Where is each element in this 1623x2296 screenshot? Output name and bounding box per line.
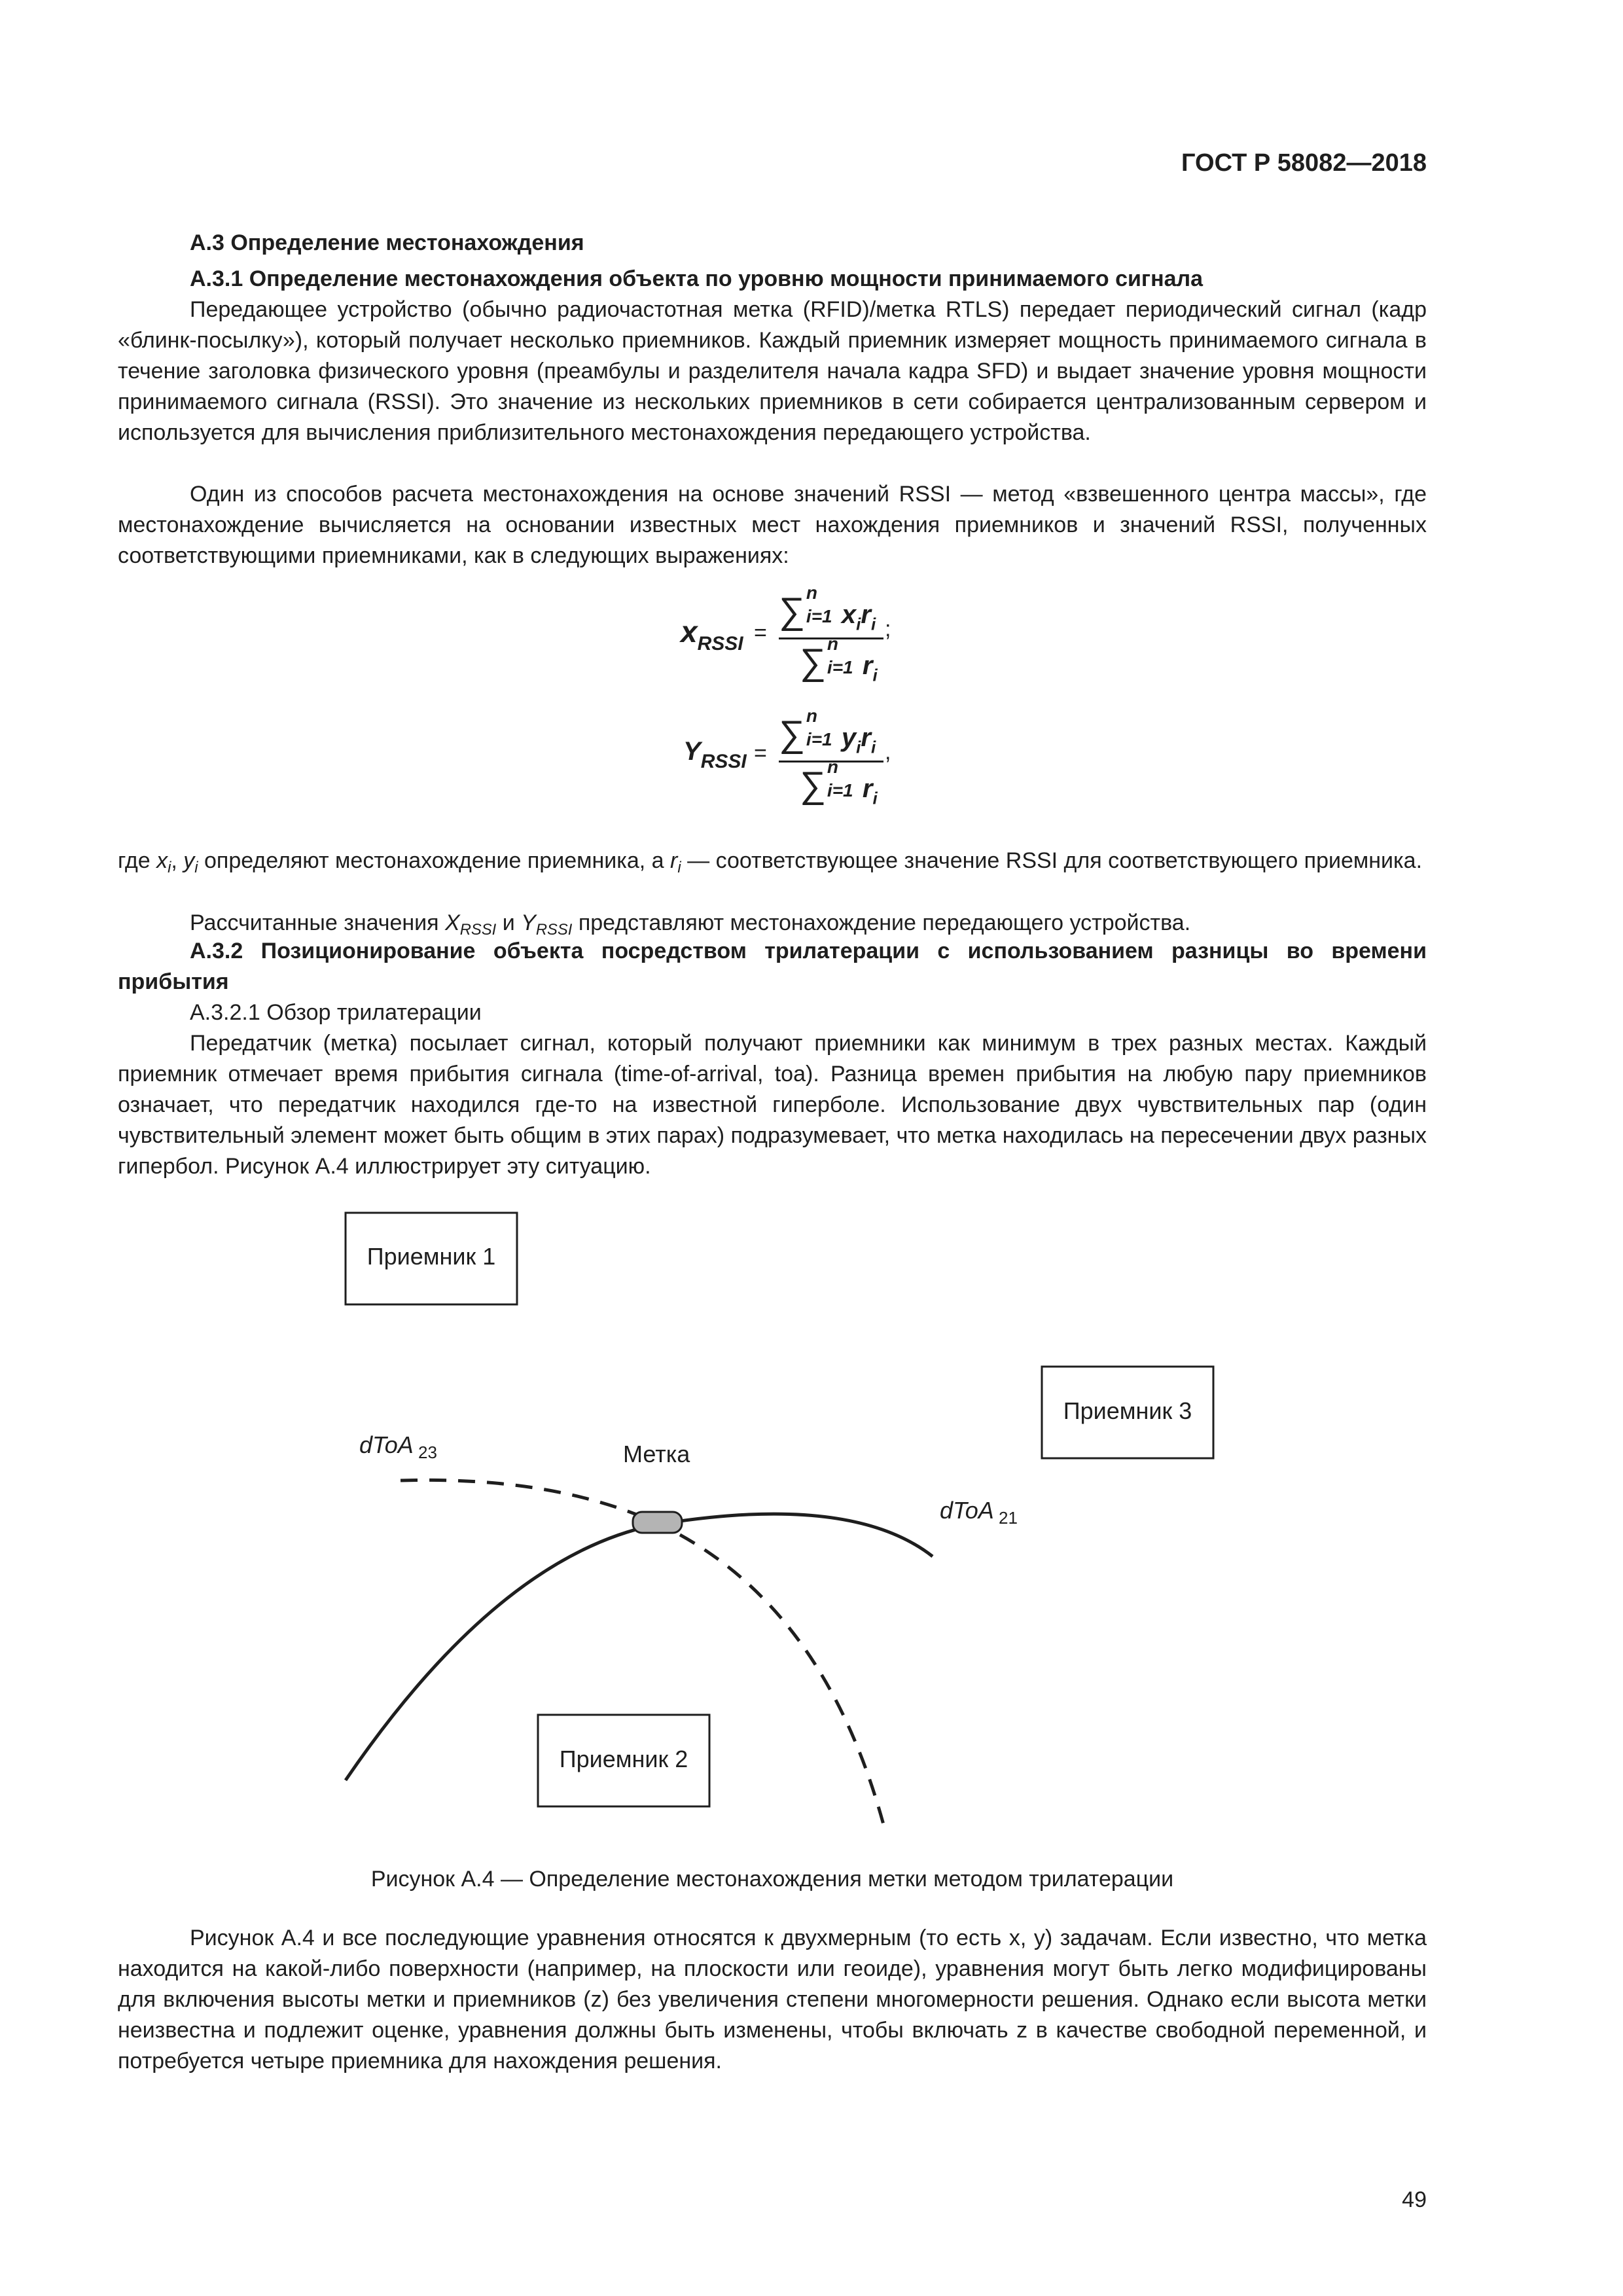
formula-y-den-lower: i=1: [827, 780, 853, 800]
tag-label: Метка: [623, 1441, 690, 1467]
figure-caption: Рисунок А.4 — Определение местонахождения метки методом трилатерации: [370, 1867, 1174, 1892]
document-header-standard-id: ГОСТ Р 58082—2018: [1181, 149, 1427, 177]
dtoa21-sub: 21: [999, 1508, 1018, 1528]
computed-y: Y: [521, 910, 536, 935]
formula-x-num-var: x: [841, 600, 857, 629]
where-y: y: [183, 848, 195, 873]
formula-y-sep: ,: [885, 740, 891, 764]
formula-y-den-sum: ∑: [800, 764, 826, 805]
page-number: 49: [1402, 2187, 1427, 2212]
computed-suffix: представляют местонахождение передающего устройства.: [572, 910, 1191, 935]
where-prefix: где: [118, 848, 157, 873]
formula-y-num-r-sub: i: [870, 737, 876, 757]
where-comma: ,: [171, 848, 184, 873]
section-a321-paragraph: Передатчик (метка) посылает сигнал, который получают приемники как минимум в трех разных местах. Каждый приемник отмечает время прибытия сигнала (time-of-arrival, toa). Разница времен прибытия на любую пару приемников означает, что передатчик находился где-то на известной гиперболе. Использование двух чувствительных пар (один чувствительный элемент может быть общим в этих парах) подразумевает, что метка находилась на пересечении двух разных гипербол. Рисунок А.4 иллюстрирует эту ситуацию.: [118, 1031, 1427, 1179]
section-a321-heading: А.3.2.1 Обзор трилатерации: [190, 1000, 482, 1025]
dtoa23-label: dToA: [359, 1431, 414, 1458]
formula-x-den-r: r: [862, 651, 873, 680]
section-a31-heading: А.3.1 Определение местонахождения объекта по уровню мощности принимаемого сигнала: [190, 266, 1204, 291]
where-suffix: — соответствующее значение RSSI для соответствующего приемника.: [681, 848, 1423, 873]
where-r-sub: i: [677, 859, 681, 877]
formula-x-num-r-sub: i: [870, 614, 876, 634]
formula-y-equals: =: [754, 741, 767, 766]
formula-x-equals: =: [754, 620, 767, 645]
computed-and: и: [496, 910, 522, 935]
formula-y-lhs: Y: [683, 737, 701, 766]
formula-y-den-upper: n: [827, 757, 839, 777]
receiver-3-label: Приемник 3: [1063, 1397, 1192, 1424]
receiver-2-label: Приемник 2: [559, 1746, 688, 1772]
formula-y-num-r: r: [861, 723, 871, 752]
formula-y-num-sum: ∑: [779, 713, 805, 754]
where-r: r: [670, 848, 678, 873]
formula-y-num-var: y: [841, 723, 857, 752]
dtoa23-sub: 23: [418, 1443, 437, 1462]
formula-x-num-var-sub: i: [856, 614, 861, 634]
where-y-sub: i: [194, 859, 198, 877]
computed-prefix: Рассчитанные значения: [190, 910, 446, 935]
where-x: x: [156, 848, 168, 873]
formula-y-num-lower: i=1: [806, 729, 832, 749]
section-a3-heading: А.3 Определение местонахождения: [190, 230, 584, 255]
receiver-1-label: Приемник 1: [366, 1243, 496, 1270]
formula-x-num-sum: ∑: [779, 590, 805, 631]
formula-y-den-r: r: [862, 774, 873, 803]
formula-x-lhs-sub: RSSI: [697, 633, 743, 655]
where-mid: определяют местонахождение приемника, а: [198, 848, 671, 873]
formula-y-lhs-sub: RSSI: [700, 751, 747, 772]
formula-x-den-upper: n: [827, 634, 839, 654]
formula-x-den-lower: i=1: [827, 657, 853, 677]
formula-y-den-r-sub: i: [872, 788, 878, 808]
formula-x-sep: ;: [885, 617, 891, 641]
section-a32-heading: А.3.2 Позиционирование объекта посредством трилатерации с использованием разницы во времени прибытия: [118, 939, 1427, 994]
formula-x-den-sum: ∑: [800, 641, 826, 682]
hyperbola-dtoa21: [346, 1514, 933, 1780]
formula-x-den-r-sub: i: [872, 665, 878, 685]
formula-y-num-var-sub: i: [856, 737, 861, 757]
formula-y-num-upper: n: [806, 706, 818, 726]
computed-x: X: [445, 910, 460, 935]
where-x-sub: i: [168, 859, 171, 877]
formula-x-num-r: r: [861, 600, 871, 629]
formula-x-num-lower: i=1: [806, 606, 832, 626]
dtoa21-label: dToA: [940, 1497, 994, 1524]
computed-x-sub: RSSI: [459, 921, 497, 939]
formula-x-num-upper: n: [806, 583, 818, 603]
tag-marker: [633, 1512, 682, 1533]
computed-y-sub: RSSI: [535, 921, 573, 939]
section-a31-paragraph-2: Один из способов расчета местонахождения на основе значений RSSI — метод «взвешенного центра массы», где местонахождение вычисляется на основании известных мест нахождения приемников и значений RSSI, полученных соответствующими приемниками, как в следующих выражениях:: [118, 482, 1427, 568]
closing-paragraph: Рисунок А.4 и все последующие уравнения относятся к двухмерным (то есть x, y) задачам. Если известно, что метка находится на какой-либо поверхности (например, на плоскости или геоиде), уравнения могут быть легко модифицированы для включения высоты метки и приемников (z) без увеличения степени многомерности решения. Однако если высота метки неизвестна и подлежит оценке, уравнения должны быть изменены, чтобы включать z в качестве свободной переменной, и потребуется четыре приемника для нахождения решения.: [118, 1926, 1427, 2073]
section-a31-paragraph-1: Передающее устройство (обычно радиочастотная метка (RFID)/метка RTLS) передает периодический сигнал (кадр «блинк-посылку»), который получает несколько приемников. Каждый приемник измеряет мощность принимаемого сигнала в течение заголовка физического уровня (преамбулы и разделителя начала кадра SFD) и выдает значение уровня мощности принимаемого сигнала (RSSI). Это значение из нескольких приемников в сети собирается централизованным сервером и используется для вычисления приблизительного местонахождения передающего устройства.: [118, 297, 1427, 445]
formula-x-lhs: x: [681, 615, 698, 649]
